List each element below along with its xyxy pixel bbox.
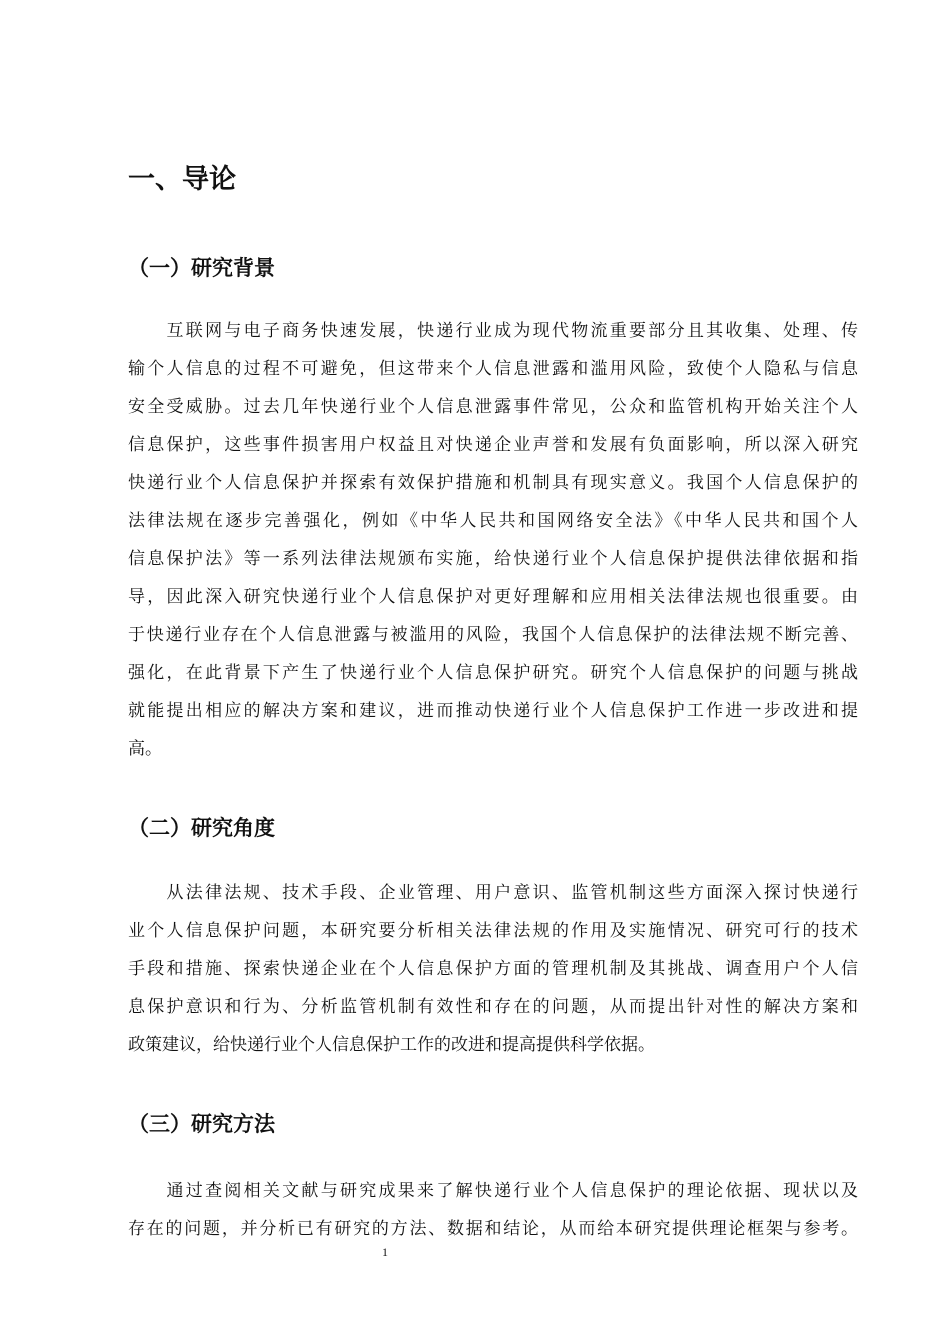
paragraph-line: 从法律法规、技术手段、企业管理、用户意识、监管机制这些方面深入探讨快递行 [128,883,858,903]
paragraph-line: 政策建议，给快递行业个人信息保护工作的改进和提高提供科学依据。 [128,1035,655,1055]
paragraph-line: 就能提出相应的解决方案和建议，进而推动快递行业个人信息保护工作进一步改进和提 [128,701,858,721]
paragraph-angle [128,874,858,1064]
section-title-background: （一）研究背景 [128,256,275,280]
paragraph-line: 高。 [128,739,162,759]
page-number: 1 [382,1245,388,1259]
paragraph-line: 输个人信息的过程不可避免，但这带来个人信息泄露和滥用风险，致使个人隐私与信息 [128,359,858,379]
paragraph-line: 互联网与电子商务快速发展，快递行业成为现代物流重要部分且其收集、处理、传 [128,321,858,341]
paragraph-line: 通过查阅相关文献与研究成果来了解快递行业个人信息保护的理论依据、现状以及 [128,1181,858,1201]
paragraph-line: 存在的问题，并分析已有研究的方法、数据和结论，从而给本研究提供理论框架与参考。 [128,1219,858,1239]
paragraph-line: 安全受威胁。过去几年快递行业个人信息泄露事件常见，公众和监管机构开始关注个人 [128,397,858,417]
paragraph-line: 快递行业个人信息保护并探索有效保护措施和机制具有现实意义。我国个人信息保护的 [128,473,858,493]
paragraph-line: 息保护意识和行为、分析监管机制有效性和存在的问题，从而提出针对性的解决方案和 [128,997,858,1017]
paragraph-line: 信息保护，这些事件损害用户权益且对快递企业声誉和发展有负面影响，所以深入研究 [128,435,858,455]
section-title-method: （三）研究方法 [128,1112,275,1136]
section-title-angle: （二）研究角度 [128,816,275,840]
paragraph-line: 法律法规在逐步完善强化，例如《中华人民共和国网络安全法》《中华人民共和国个人 [128,511,858,531]
paragraph-line: 手段和措施、探索快递企业在个人信息保护方面的管理机制及其挑战、调查用户个人信 [128,959,858,979]
paragraph-line: 业个人信息保护问题，本研究要分析相关法律法规的作用及实施情况、研究可行的技术 [128,921,858,941]
paragraph-line: 强化，在此背景下产生了快递行业个人信息保护研究。研究个人信息保护的问题与挑战 [128,663,858,683]
paragraph-background [128,312,858,768]
chapter-title: 一、导论 [128,164,236,195]
paragraph-line: 于快递行业存在个人信息泄露与被滥用的风险，我国个人信息保护的法律法规不断完善、 [128,625,858,645]
paragraph-method [128,1172,858,1248]
paragraph-line: 导，因此深入研究快递行业个人信息保护对更好理解和应用相关法律法规也很重要。由 [128,587,858,607]
paragraph-line: 信息保护法》等一系列法律法规颁布实施，给快递行业个人信息保护提供法律依据和指 [128,549,858,569]
